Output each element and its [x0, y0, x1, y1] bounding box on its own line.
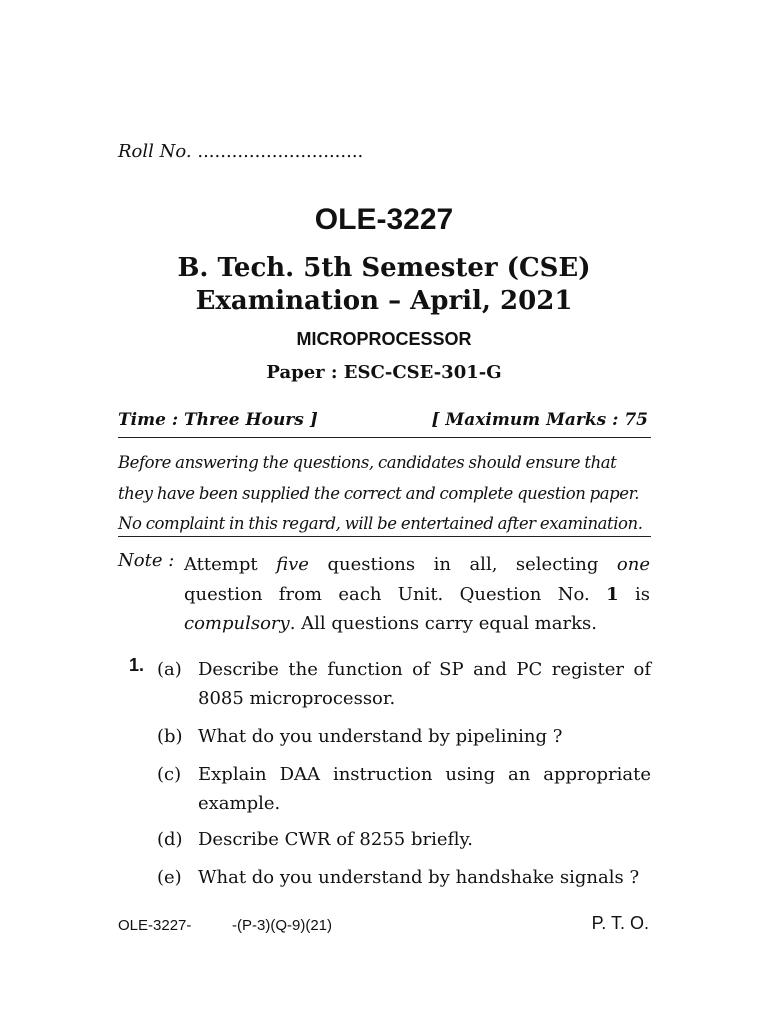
part-text: Describe the function of SP and PC register of 8085 microprocessor.: [198, 659, 651, 709]
footer-code: OLE-3227-: [118, 917, 192, 934]
note-segment: . All questions carry equal marks.: [289, 613, 597, 634]
subject-title: MICROPROCESSOR: [296, 329, 472, 349]
question-part: [157, 863, 651, 892]
footer-page-info: -(P-3)(Q-9)(21): [232, 917, 332, 934]
candidate-instructions: Before answering the questions, candidates should ensure that they have been supplied the correct and complete question paper. No complaint in this regard, will be entertained after examination.: [118, 453, 643, 533]
part-letter: (c): [157, 764, 182, 785]
note-segment: question from each Unit. Question No.: [184, 583, 607, 605]
note-emphasis: compulsory: [184, 613, 290, 634]
question-part: [157, 825, 651, 854]
note-label: Note :: [118, 550, 175, 571]
question-part: [157, 722, 651, 751]
note-emphasis: five: [276, 554, 309, 575]
part-text: Describe CWR of 8255 briefly.: [198, 829, 474, 850]
roll-number-line: [118, 141, 363, 162]
course-title: B. Tech. 5th Semester (CSE): [177, 253, 591, 283]
maximum-marks: [ Maximum Marks : 75: [431, 410, 648, 430]
note-segment: questions in all, selecting: [308, 554, 617, 575]
note-segment: is: [618, 583, 650, 605]
exam-code: OLE-3227: [314, 203, 454, 236]
note-segment: Attempt: [184, 554, 277, 575]
divider-bottom: [118, 536, 651, 537]
part-text: Explain DAA instruction using an appropriate example.: [198, 764, 651, 814]
part-letter: (b): [157, 726, 183, 747]
part-letter: (e): [157, 867, 182, 888]
question-part: [157, 760, 651, 818]
part-text: What do you understand by handshake signals ?: [198, 867, 640, 888]
part-letter: (d): [157, 829, 183, 850]
note-bold: 1: [606, 583, 619, 605]
part-letter: (a): [157, 659, 182, 680]
time-allowed: Time : Three Hours ]: [118, 410, 318, 430]
note-text: [184, 550, 650, 639]
question-number: 1.: [129, 655, 145, 675]
question-part: [157, 655, 651, 713]
part-text: What do you understand by pipelining ?: [198, 726, 563, 747]
paper-code: Paper : ESC-CSE-301-G: [266, 362, 502, 383]
note-emphasis: one: [616, 554, 650, 575]
exam-session: Examination – April, 2021: [195, 286, 573, 316]
roll-number-blank: .............................: [191, 141, 364, 162]
divider-top: [118, 437, 651, 438]
please-turn-over: P. T. O.: [591, 913, 649, 933]
roll-number-label: Roll No.: [118, 141, 192, 162]
